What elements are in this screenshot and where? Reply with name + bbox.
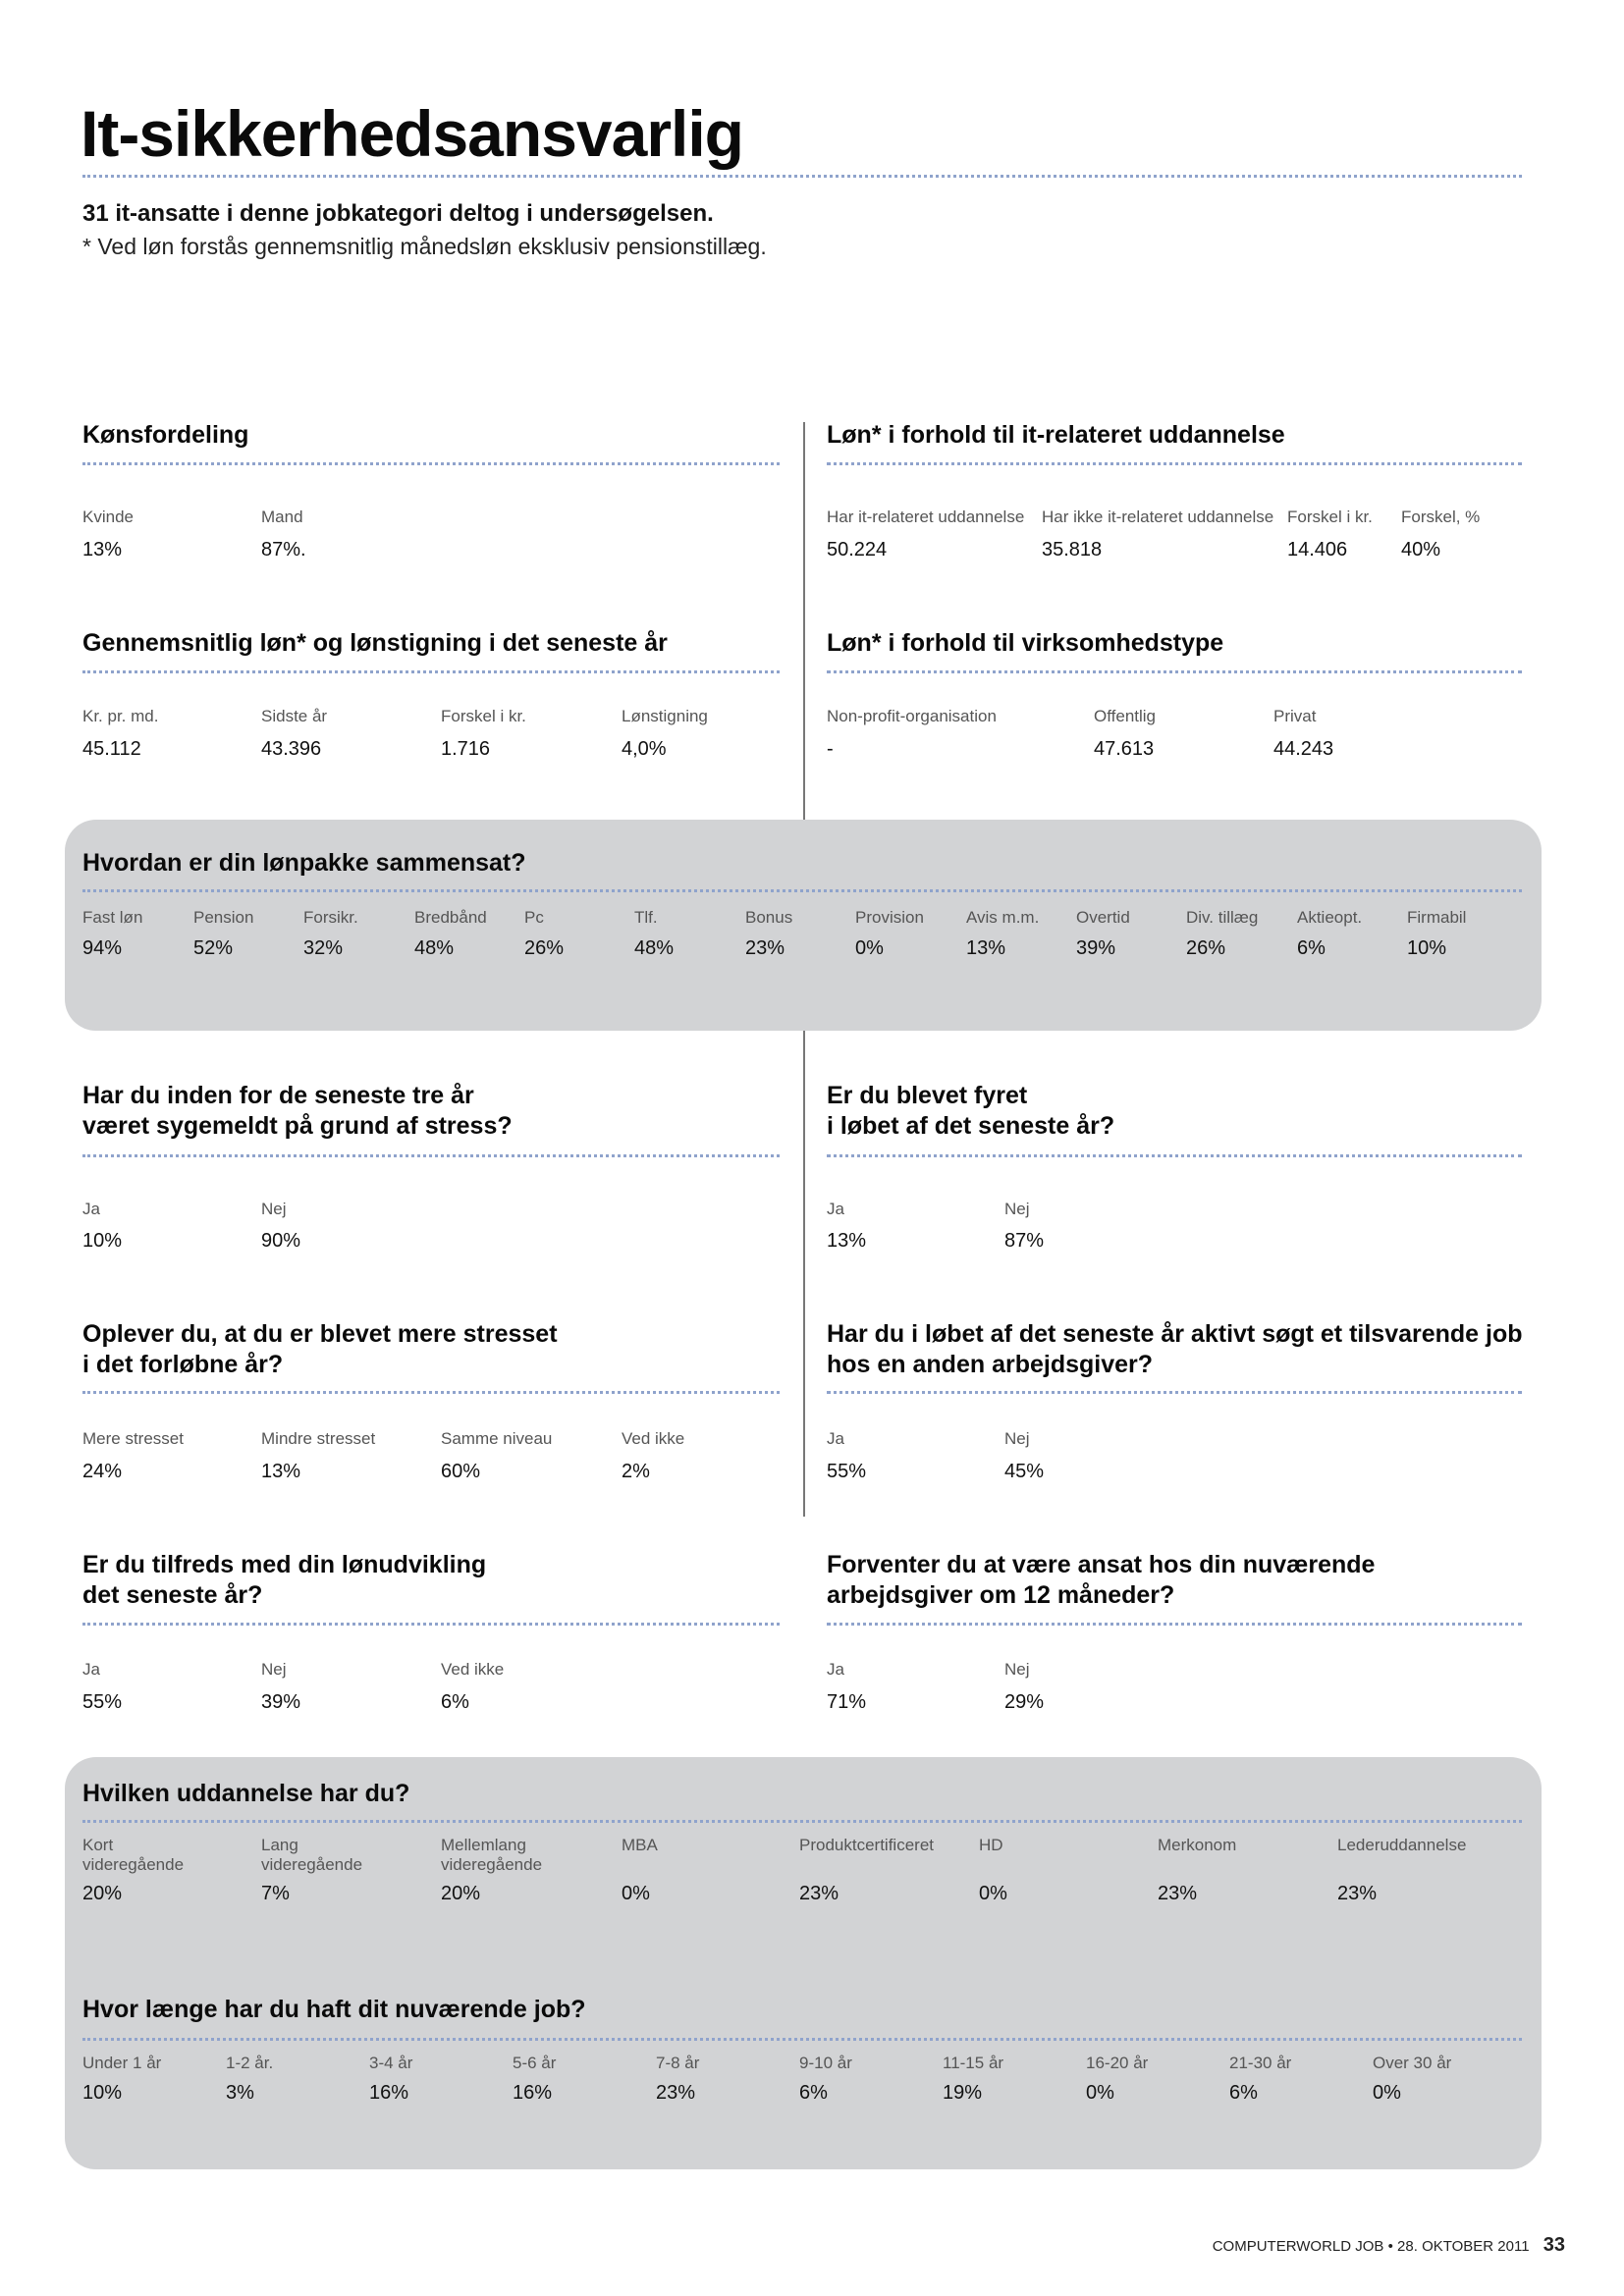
stat-label: Ved ikke bbox=[441, 1660, 505, 1679]
title-line: i løbet af det seneste år? bbox=[827, 1112, 1115, 1140]
label-line: videregående bbox=[261, 1855, 363, 1874]
title-line: Forventer du at være ansat hos din nuværende bbox=[827, 1551, 1376, 1578]
stat-value: 3% bbox=[226, 2082, 254, 2104]
section-divider bbox=[82, 1623, 780, 1626]
stat-value: 6% bbox=[441, 1691, 469, 1713]
stat-label: Pc bbox=[524, 908, 544, 927]
section-title: Løn* i forhold til virksomhedstype bbox=[827, 629, 1224, 657]
page-number: 33 bbox=[1543, 2234, 1565, 2256]
stat-label: Provision bbox=[855, 908, 924, 927]
stat-label: Tlf. bbox=[634, 908, 658, 927]
stat-value: 90% bbox=[261, 1230, 301, 1252]
stat-label: Forsikr. bbox=[303, 908, 358, 927]
stat-label: Bonus bbox=[745, 908, 793, 927]
stat-label: Har it-relateret uddannelse bbox=[827, 507, 1025, 526]
stat-value: 45% bbox=[1004, 1461, 1045, 1482]
title-line: været sygemeldt på grund af stress? bbox=[82, 1112, 513, 1140]
stat-label: Privat bbox=[1273, 707, 1317, 725]
stat-value: 23% bbox=[799, 1883, 839, 1904]
stat-label: 21-30 år bbox=[1229, 2054, 1292, 2072]
section-divider bbox=[827, 1154, 1522, 1157]
stat-value: 16% bbox=[513, 2082, 553, 2104]
stat-value: 87% bbox=[1004, 1230, 1045, 1252]
stat-label: Ja bbox=[827, 1660, 844, 1679]
page-title: It-sikkerhedsansvarlig bbox=[81, 97, 743, 170]
stat-label: 11-15 år bbox=[943, 2054, 1004, 2072]
stat-value: 13% bbox=[82, 539, 123, 561]
stat-value: 20% bbox=[82, 1883, 123, 1904]
stat-label: Under 1 år bbox=[82, 2054, 162, 2072]
stat-value: 48% bbox=[634, 937, 675, 959]
stat-label: Har ikke it-relateret uddannelse bbox=[1042, 507, 1274, 526]
stat-value: 45.112 bbox=[82, 738, 141, 760]
label-line: videregående bbox=[441, 1855, 543, 1874]
section-divider bbox=[82, 670, 780, 673]
stat-label: 5-6 år bbox=[513, 2054, 557, 2072]
stat-label: Lederuddannelse bbox=[1337, 1836, 1467, 1854]
stat-label: Ja bbox=[82, 1200, 100, 1218]
stat-label: Overtid bbox=[1076, 908, 1130, 927]
stat-value: 35.818 bbox=[1042, 539, 1103, 561]
label-line: Lang bbox=[261, 1836, 298, 1854]
section-title: Gennemsnitlig løn* og lønstigning i det seneste år bbox=[82, 629, 668, 657]
stat-value: 0% bbox=[622, 1883, 650, 1904]
stat-value: 13% bbox=[827, 1230, 867, 1252]
section-title bbox=[82, 1319, 558, 1380]
stat-value: 23% bbox=[745, 937, 785, 959]
section-divider bbox=[82, 1820, 1522, 1823]
stat-label: Over 30 år bbox=[1373, 2054, 1452, 2072]
stat-label: 3-4 år bbox=[369, 2054, 413, 2072]
stat-label: Nej bbox=[1004, 1429, 1030, 1448]
title-divider bbox=[82, 175, 1522, 178]
stat-value: 71% bbox=[827, 1691, 867, 1713]
stat-value: 94% bbox=[82, 937, 123, 959]
stat-label: Non-profit-organisation bbox=[827, 707, 997, 725]
stat-value: - bbox=[827, 738, 834, 760]
title-line: Er du blevet fyret bbox=[827, 1082, 1028, 1109]
section-divider bbox=[82, 889, 1522, 892]
stat-value: 50.224 bbox=[827, 539, 888, 561]
stat-label: Div. tillæg bbox=[1186, 908, 1259, 927]
stat-value: 23% bbox=[656, 2082, 696, 2104]
stat-label: Nej bbox=[1004, 1660, 1030, 1679]
stat-value: 0% bbox=[855, 937, 884, 959]
title-line: arbejdsgiver om 12 måneder? bbox=[827, 1581, 1175, 1609]
stat-value: 48% bbox=[414, 937, 455, 959]
stat-label: Nej bbox=[261, 1660, 287, 1679]
stat-label: Aktieopt. bbox=[1297, 908, 1363, 927]
stat-label: Avis m.m. bbox=[966, 908, 1040, 927]
stat-value: 24% bbox=[82, 1461, 123, 1482]
stat-label: Ja bbox=[82, 1660, 100, 1679]
stat-value: 7% bbox=[261, 1883, 290, 1904]
stat-value: 44.243 bbox=[1273, 738, 1334, 760]
stat-value: 6% bbox=[799, 2082, 828, 2104]
label-line: videregående bbox=[82, 1855, 185, 1874]
stat-label: Sidste år bbox=[261, 707, 328, 725]
stat-label: Forskel, % bbox=[1401, 507, 1481, 526]
stat-value: 2% bbox=[622, 1461, 650, 1482]
stat-label: Ved ikke bbox=[622, 1429, 685, 1448]
stat-label: Offentlig bbox=[1094, 707, 1157, 725]
stat-label: Bredbånd bbox=[414, 908, 487, 927]
section-divider bbox=[827, 1391, 1522, 1394]
section-title: Hvor længe har du haft dit nuværende job? bbox=[82, 1996, 586, 2023]
stat-label: Mindre stresset bbox=[261, 1429, 376, 1448]
label-line: Mellemlang bbox=[441, 1836, 526, 1854]
stat-value: 55% bbox=[827, 1461, 867, 1482]
section-divider bbox=[827, 1623, 1522, 1626]
stat-value: 0% bbox=[1373, 2082, 1401, 2104]
intro-note: * Ved løn forstås gennemsnitlig månedsløn eksklusiv pensionstillæg. bbox=[82, 234, 767, 259]
stat-label: Forskel i kr. bbox=[1287, 507, 1373, 526]
stat-value: 10% bbox=[82, 1230, 123, 1252]
stat-label bbox=[261, 1836, 362, 1875]
stat-label: Mere stresset bbox=[82, 1429, 184, 1448]
publication-name: COMPUTERWORLD JOB bbox=[1212, 2238, 1384, 2255]
stat-label: Forskel i kr. bbox=[441, 707, 526, 725]
stat-value: 1.716 bbox=[441, 738, 491, 760]
section-title bbox=[82, 1550, 486, 1611]
stat-value: 10% bbox=[1407, 937, 1447, 959]
title-line: Har du i løbet af det seneste år aktivt søgt et tilsvarende job bbox=[827, 1320, 1523, 1348]
stat-value: 23% bbox=[1337, 1883, 1378, 1904]
stat-value: 20% bbox=[441, 1883, 481, 1904]
stat-value: 87%. bbox=[261, 539, 306, 561]
stat-value: 39% bbox=[1076, 937, 1116, 959]
stat-label: Merkonom bbox=[1158, 1836, 1237, 1854]
stat-value: 55% bbox=[82, 1691, 123, 1713]
section-title: Løn* i forhold til it-relateret uddannelse bbox=[827, 421, 1285, 449]
stat-value: 6% bbox=[1229, 2082, 1258, 2104]
stat-value: 47.613 bbox=[1094, 738, 1155, 760]
label-line: Kort bbox=[82, 1836, 114, 1854]
stat-value: 29% bbox=[1004, 1691, 1045, 1713]
stat-value: 26% bbox=[1186, 937, 1226, 959]
title-line: i det forløbne år? bbox=[82, 1351, 284, 1378]
stat-label: Pension bbox=[193, 908, 254, 927]
stat-value: 26% bbox=[524, 937, 565, 959]
section-title bbox=[827, 1550, 1375, 1611]
stat-label bbox=[441, 1836, 542, 1875]
stat-value: 52% bbox=[193, 937, 234, 959]
stat-value: 16% bbox=[369, 2082, 409, 2104]
title-line: Er du tilfreds med din lønudvikling bbox=[82, 1551, 487, 1578]
stat-label: Produktcertificeret bbox=[799, 1836, 934, 1854]
education-tenure-panel bbox=[65, 1757, 1542, 2169]
section-divider bbox=[82, 462, 780, 465]
section-title bbox=[827, 1081, 1114, 1142]
section-title bbox=[82, 1081, 513, 1142]
stat-value: 60% bbox=[441, 1461, 481, 1482]
stat-value: 14.406 bbox=[1287, 539, 1348, 561]
stat-value: 0% bbox=[979, 1883, 1007, 1904]
intro-participants: 31 it-ansatte i denne jobkategori deltog i undersøgelsen. bbox=[82, 200, 714, 227]
section-title: Hvilken uddannelse har du? bbox=[82, 1780, 410, 1807]
section-divider bbox=[82, 1154, 780, 1157]
stat-label: MBA bbox=[622, 1836, 658, 1854]
title-line: hos en anden arbejdsgiver? bbox=[827, 1351, 1154, 1378]
stat-label: Kvinde bbox=[82, 507, 134, 526]
stat-label: Ja bbox=[827, 1429, 844, 1448]
title-line: det seneste år? bbox=[82, 1581, 263, 1609]
section-title: Kønsfordeling bbox=[82, 421, 249, 449]
title-line: Har du inden for de seneste tre år bbox=[82, 1082, 474, 1109]
section-title: Hvordan er din lønpakke sammensat? bbox=[82, 849, 526, 877]
section-divider bbox=[82, 1391, 780, 1394]
stat-label: Kr. pr. md. bbox=[82, 707, 159, 725]
stat-label: 16-20 år bbox=[1086, 2054, 1149, 2072]
stat-label: Mand bbox=[261, 507, 303, 526]
section-title bbox=[827, 1319, 1523, 1380]
section-divider bbox=[827, 670, 1522, 673]
stat-value: 13% bbox=[261, 1461, 301, 1482]
stat-value: 6% bbox=[1297, 937, 1326, 959]
stat-value: 13% bbox=[966, 937, 1006, 959]
footer-separator: • bbox=[1387, 2238, 1393, 2255]
stat-label: 7-8 år bbox=[656, 2054, 700, 2072]
stat-label: 9-10 år bbox=[799, 2054, 852, 2072]
stat-value: 4,0% bbox=[622, 738, 667, 760]
stat-label: Nej bbox=[261, 1200, 287, 1218]
stat-label: Firmabil bbox=[1407, 908, 1467, 927]
stat-label: Nej bbox=[1004, 1200, 1030, 1218]
stat-value: 32% bbox=[303, 937, 344, 959]
stat-value: 23% bbox=[1158, 1883, 1198, 1904]
section-divider bbox=[827, 462, 1522, 465]
publication-date: 28. OKTOBER 2011 bbox=[1397, 2238, 1530, 2255]
stat-value: 39% bbox=[261, 1691, 301, 1713]
stat-value: 10% bbox=[82, 2082, 123, 2104]
stat-label: HD bbox=[979, 1836, 1003, 1854]
section-divider bbox=[82, 2038, 1522, 2041]
stat-value: 0% bbox=[1086, 2082, 1114, 2104]
title-line: Oplever du, at du er blevet mere stresset bbox=[82, 1320, 558, 1348]
stat-value: 19% bbox=[943, 2082, 983, 2104]
stat-value: 43.396 bbox=[261, 738, 322, 760]
stat-label bbox=[82, 1836, 184, 1875]
stat-label: Ja bbox=[827, 1200, 844, 1218]
stat-label: 1-2 år. bbox=[226, 2054, 274, 2072]
stat-value: 40% bbox=[1401, 539, 1441, 561]
stat-label: Samme niveau bbox=[441, 1429, 553, 1448]
stat-label: Lønstigning bbox=[622, 707, 708, 725]
stat-label: Fast løn bbox=[82, 908, 143, 927]
page-footer bbox=[1213, 2234, 1565, 2257]
